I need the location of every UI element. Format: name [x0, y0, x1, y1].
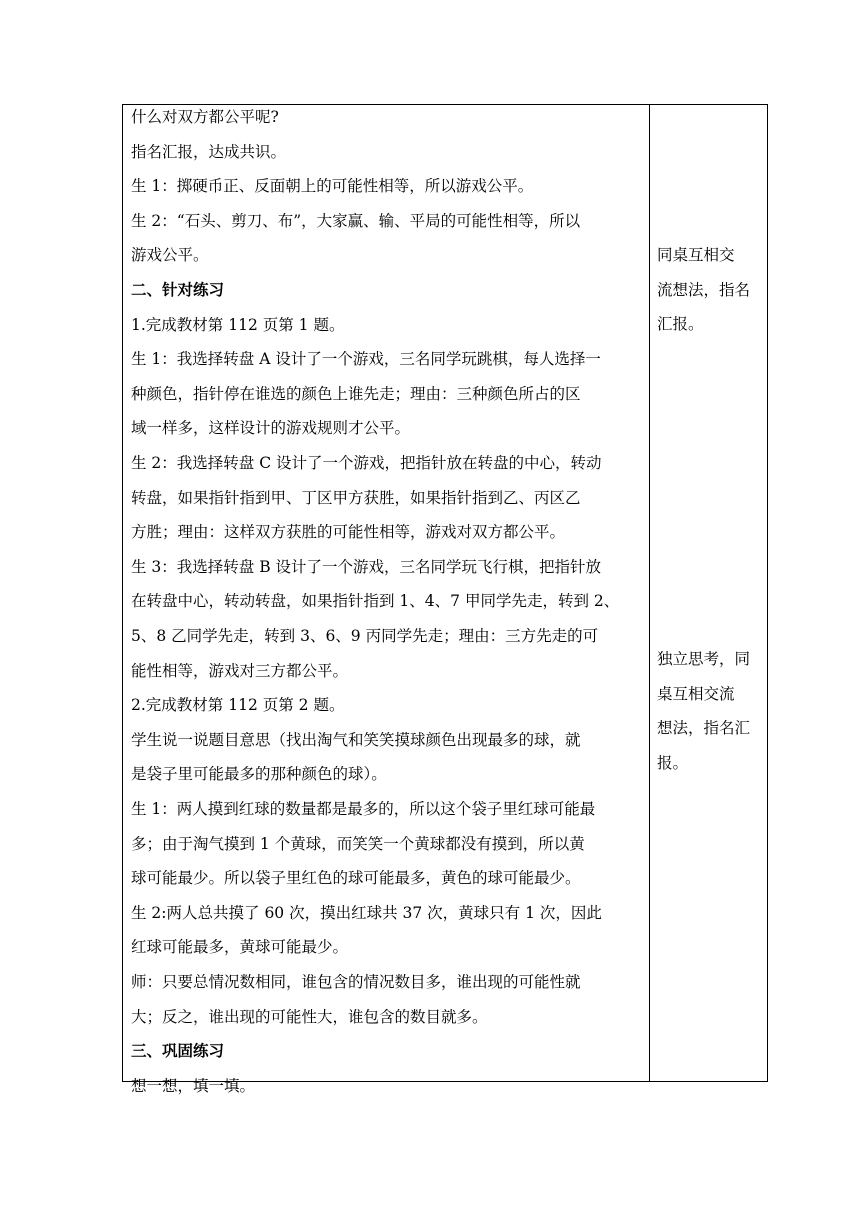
text-line: 方胜；理由：这样双方获胜的可能性相等，游戏对双方都公平。 — [131, 523, 566, 542]
text-line: 学生说一说题目意思（找出淘气和笑笑摸球颜色出现最多的球，就 — [131, 730, 581, 749]
column-divider — [649, 105, 650, 1081]
activity-line: 独立思考，同 — [657, 650, 751, 668]
text-line: 生 3：我选择转盘 B 设计了一个游戏，三名同学玩飞行棋，把指针放 — [131, 557, 602, 576]
text-line: 生 2：“石头、剪刀、布”，大家赢、输、平局的可能性相等，所以 — [131, 211, 581, 230]
text-line: 球可能最少。所以袋子里红色的球可能最多，黄色的球可能最少。 — [131, 869, 581, 888]
text-line: 域一样多，这样设计的游戏规则才公平。 — [131, 419, 411, 438]
activity-line: 报。 — [657, 753, 689, 772]
activity-line: 想法，指名汇 — [657, 719, 751, 738]
section-heading: 三、巩固练习 — [131, 1041, 225, 1061]
text-line: 生 1：掷硬币正、反面朝上的可能性相等，所以游戏公平。 — [131, 177, 534, 196]
text-line: 转盘，如果指针指到甲、丁区甲方获胜，如果指针指到乙、丙区乙 — [131, 488, 581, 507]
text-line: 生 2：我选择转盘 C 设计了一个游戏，把指针放在转盘的中心，转动 — [131, 454, 602, 472]
activity-line: 同桌互相交 — [657, 246, 735, 264]
text-line: 种颜色，指针停在谁选的颜色上谁先走；理由：三种颜色所占的区 — [131, 384, 581, 403]
text-line: 5、8 乙同学先走，转到 3、6、9 丙同学先走；理由：三方先走的可 — [131, 627, 599, 645]
text-line: 1.完成教材第 112 页第 1 题。 — [131, 315, 345, 334]
text-line: 师：只要总情况数相同，谁包含的情况数目多，谁出现的可能性就 — [131, 973, 581, 991]
text-line: 游戏公平。 — [131, 246, 209, 265]
section-heading: 二、针对练习 — [131, 280, 225, 299]
text-line: 是袋子里可能最多的那种颜色的球）。 — [131, 765, 387, 784]
activity-line: 汇报。 — [657, 315, 704, 334]
text-line: 红球可能最多，黄球可能最少。 — [131, 938, 349, 957]
text-line: 多；由于淘气摸到 1 个黄球，而笑笑一个黄球都没有摸到，所以黄 — [131, 834, 585, 853]
text-line: 生 1：我选择转盘 A 设计了一个游戏，三名同学玩跳棋，每人选择一 — [131, 350, 601, 369]
text-line: 在转盘中心，转动转盘，如果指针指到 1、4、7 甲同学先走，转到 2、 — [131, 592, 620, 611]
text-line: 什么对双方都公平呢? — [131, 108, 279, 126]
activity-line: 流想法，指名 — [657, 280, 751, 299]
text-line: 生 1：两人摸到红球的数量都是最多的，所以这个袋子里红球可能最 — [131, 800, 596, 818]
text-line: 2.完成教材第 112 页第 2 题。 — [131, 696, 345, 715]
text-line: 生 2:两人总共摸了 60 次，摸出红球共 37 次，黄球只有 1 次，因此 — [131, 903, 602, 922]
text-line: 能性相等，游戏对三方都公平。 — [131, 661, 349, 680]
text-line: 想一想，填一填。 — [131, 1076, 256, 1095]
activity-line: 桌互相交流 — [657, 684, 735, 703]
text-line: 大；反之，谁出现的可能性大，谁包含的数目就多。 — [131, 1007, 488, 1026]
lesson-table — [122, 104, 768, 1095]
text-line: 指名汇报，达成共识。 — [131, 142, 287, 161]
